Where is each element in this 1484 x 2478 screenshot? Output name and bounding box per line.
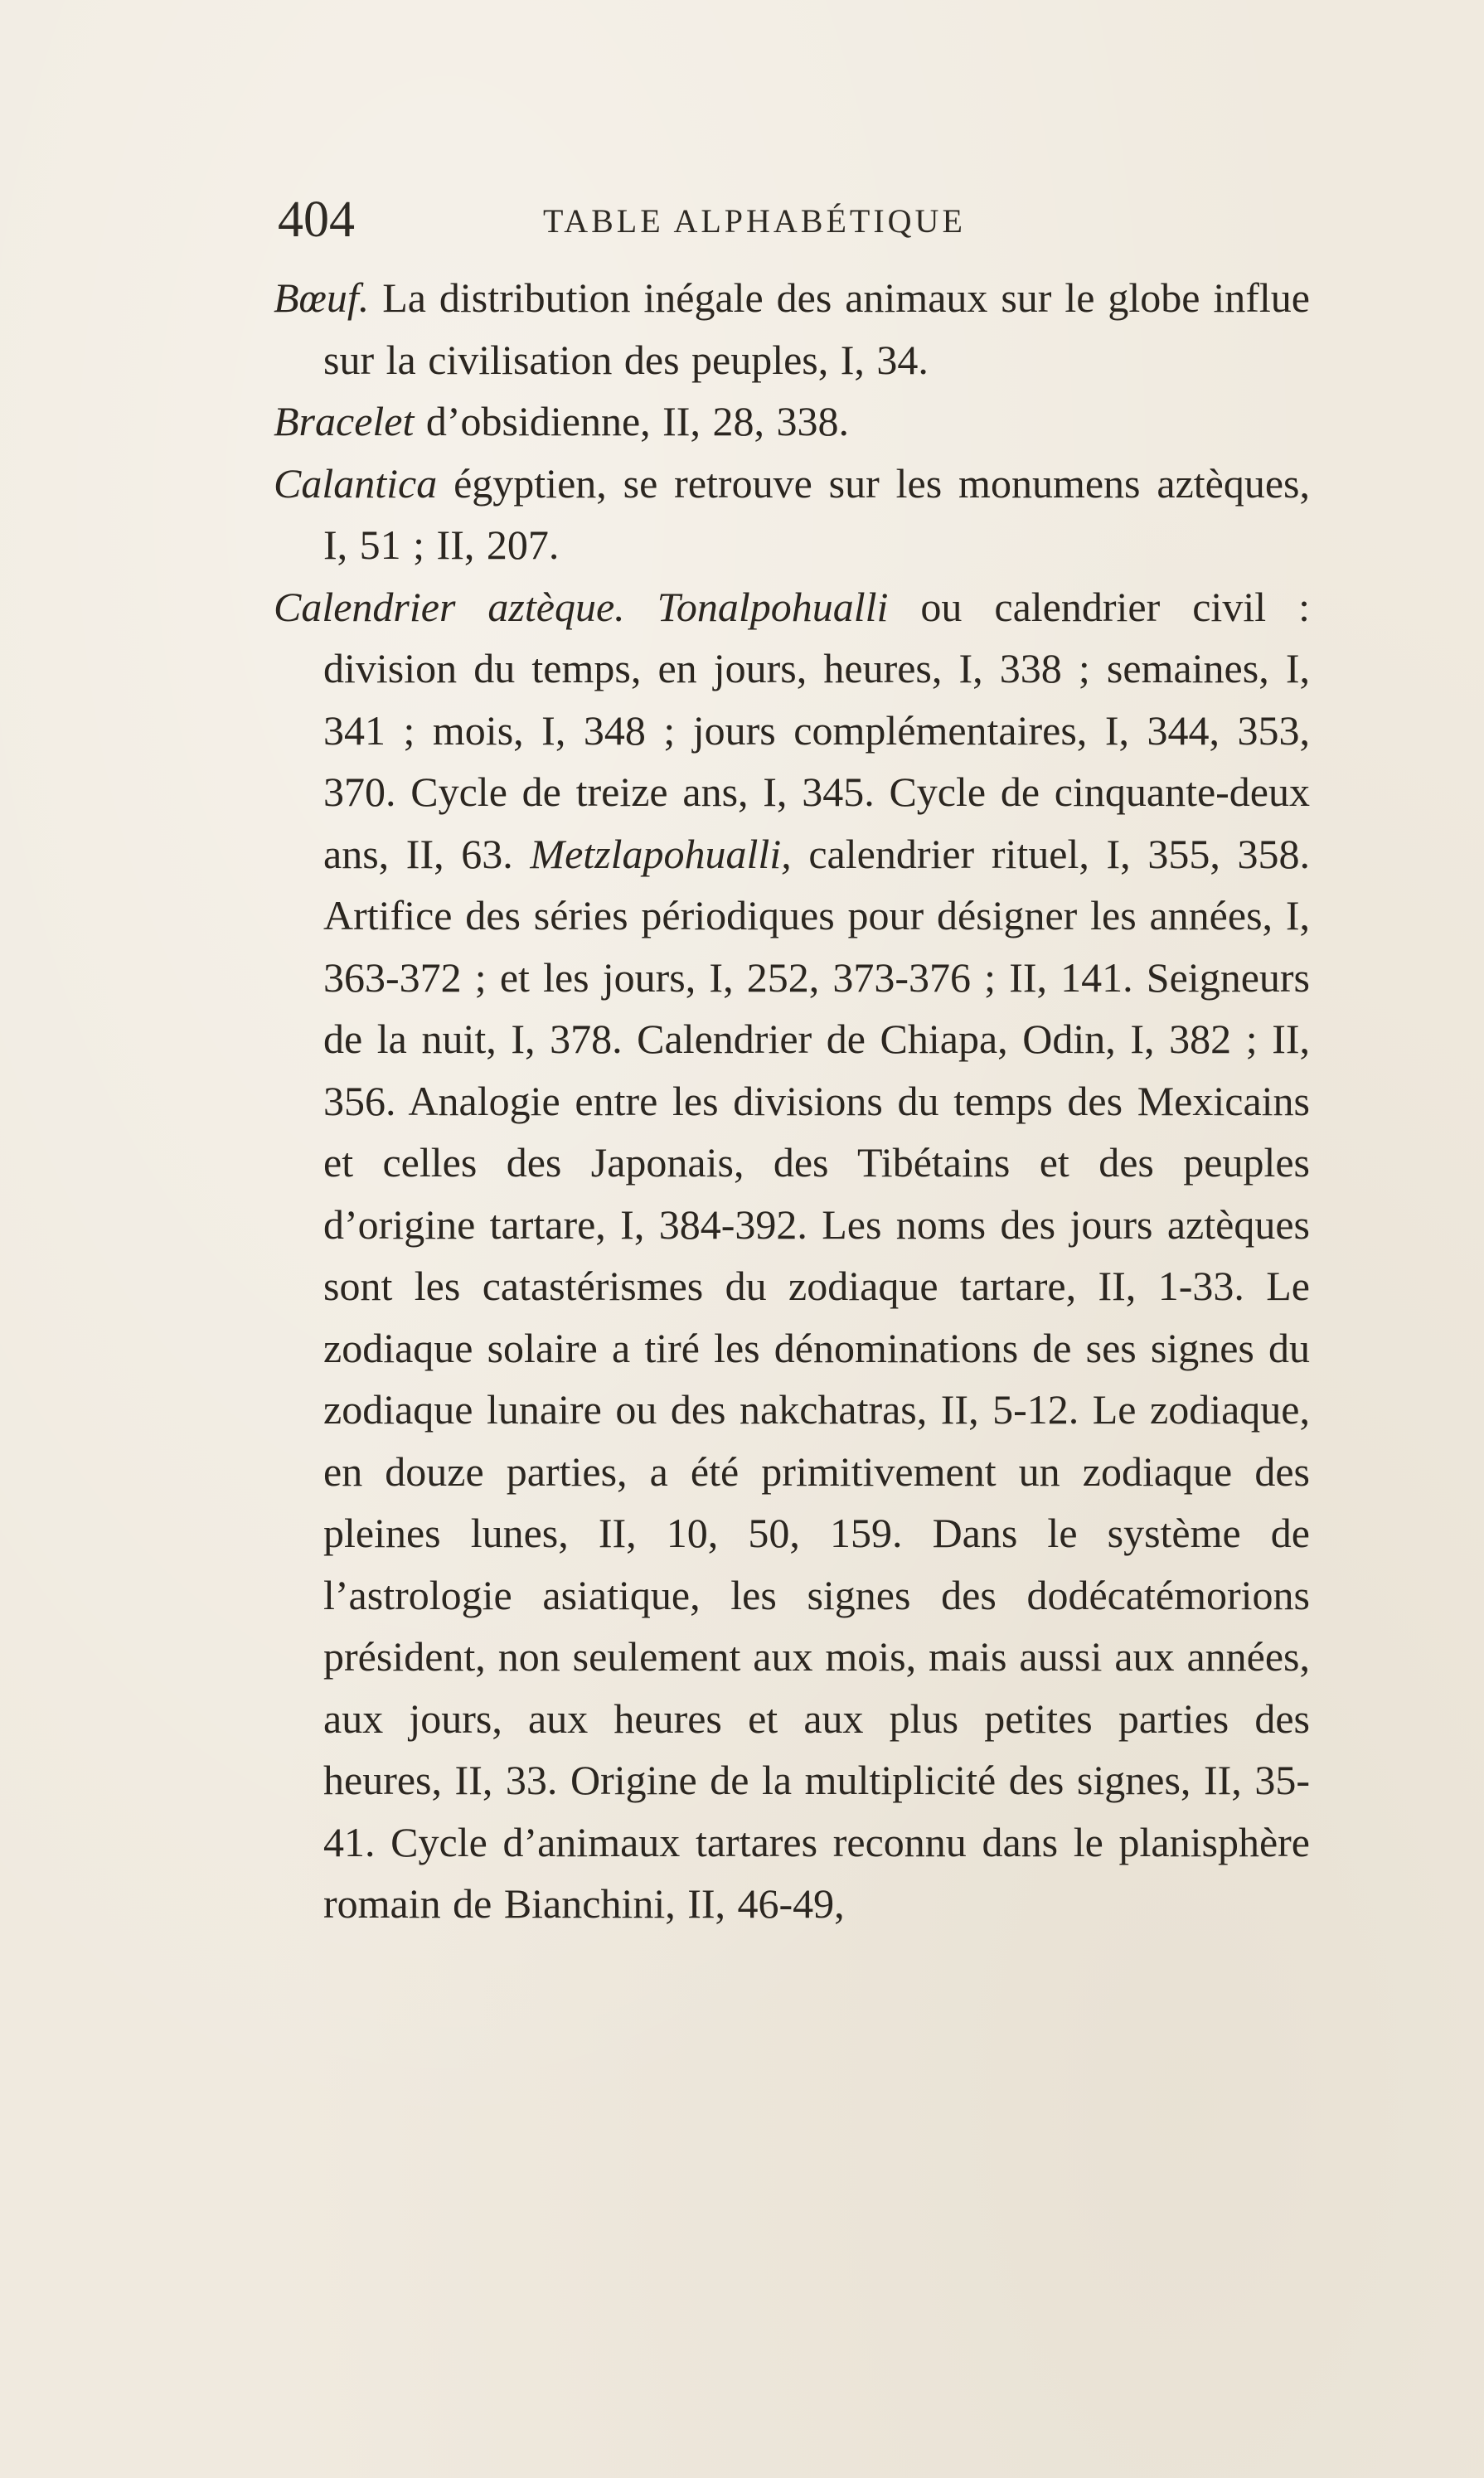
index-entry-calantica (274, 453, 1310, 576)
entry-text (625, 584, 657, 630)
entry-text: ou calendrier civil : division du temps, en jours, heures, I, 338 ; semaines, I, 341 ; mois, I, 348 ; jours complémentaires, I, 344, 353, 370. Cycle de treize ans, I, 345. Cycle de cinquante-deux ans, II, 63. (323, 583, 1310, 877)
index-entry-boeuf (274, 267, 1310, 390)
entry-headword: Bœuf. (274, 274, 370, 321)
entry-italic-term: Tonalpohualli (657, 583, 889, 630)
entry-text: La distribution inégale des animaux sur le globe influe sur la civilisation des peuples, I, 34. (323, 274, 1310, 383)
entry-text: égyptien, se retrouve sur les monumens aztèques, I, 51 ; II, 207. (323, 459, 1310, 568)
entry-headword: Calendrier aztèque. (274, 583, 625, 630)
index-entry-bracelet (274, 390, 1310, 453)
index-entry-calendrier (274, 576, 1310, 1935)
page-number: 404 (278, 192, 355, 248)
entry-text: d’obsidienne, II, 28, 338. (414, 398, 849, 444)
entry-headword: Bracelet (274, 398, 415, 444)
page-header (278, 187, 1310, 253)
entry-headword: Calantica (274, 459, 438, 507)
index-body (274, 267, 1310, 1935)
entry-text: calendrier rituel, I, 355, 358. Artifice des séries périodiques pour désigner les années, I, 363-372 ; et les jours, I, 252, 373-376 ; II, 141. Seigneurs de la nuit, I, 378. Calendrier de Chiapa, Odin, I, 382 ; II, 356. Analogie entre les divisions du temps des Mexicains et celles des Japonais, des Tibétains et des peuples d’origine tartare, I, 384-392. Les noms des jours aztèques sont les catastérismes du zodiaque tartare, II, 1-33. Le zodiaque solaire a tiré les dénominations de ses signes du zodiaque lunaire ou des nakchatras, II, 5-12. Le zodiaque, en douze parties, a été primitivement un zodiaque des pleines lunes, II, 10, 50, 159. Dans le système de l’astrologie asiatique, les signes des dodécatémorions président, non seulement aux mois, mais aussi aux années, aux jours, aux heures et aux plus petites parties des heures, II, 33. Origine de la multiplicité des signes, II, 35-41. Cycle d’animaux tartares reconnu dans le planisphère romain de Bianchini, II, 46-49, (323, 830, 1310, 1927)
running-head: TABLE ALPHABÉTIQUE (543, 202, 966, 240)
entry-italic-term: Metzlapohualli, (530, 830, 792, 877)
